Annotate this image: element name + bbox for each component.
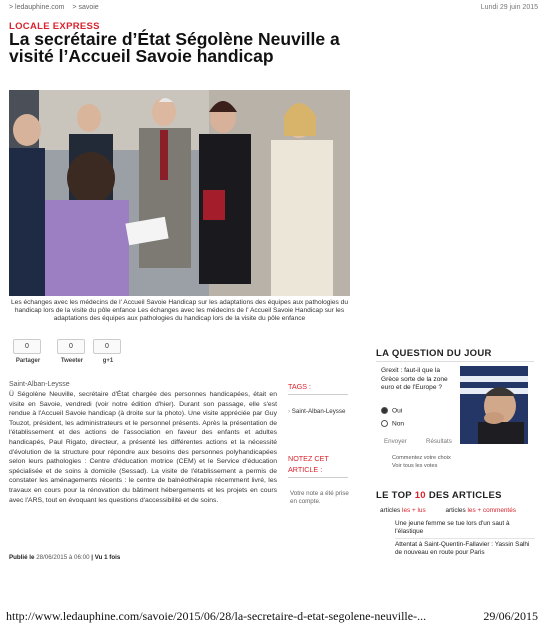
poll-photo-image xyxy=(460,366,528,444)
poll-comment-link[interactable]: Commentez votre choix xyxy=(392,455,451,461)
view-count: | Vu 1 fois xyxy=(91,554,121,561)
top10-heading xyxy=(376,490,536,501)
photo-caption: Les échanges avec les médecins de l' Accueil Savoie Handicap sur les adaptations des équipes aux pathologies du handicap lors de la visite du pôle enfance Les échanges avec les médecins de l' Accueil Savoie Handicap sur les adaptations des équipes aux pathologies du handicap lors de la visite du pôle enfance xyxy=(10,299,349,322)
tab-most-commented[interactable] xyxy=(445,507,516,514)
published-datetime: 28/06/2015 à 06:00 xyxy=(36,554,90,561)
tab-most-read[interactable] xyxy=(380,507,426,514)
share-twitter-count: 0 xyxy=(57,339,85,354)
poll-links xyxy=(392,455,451,470)
top10-divider xyxy=(395,538,535,539)
article-photo[interactable] xyxy=(9,90,350,296)
article-place: Saint-Alban-Leysse xyxy=(9,381,70,388)
radio-oui[interactable] xyxy=(381,407,388,414)
article-photo-image xyxy=(9,90,350,296)
top10-item[interactable]: Une jeune femme se tue lors d'un saut à l'élastique xyxy=(395,520,510,536)
poll-vote-button[interactable]: Envoyer xyxy=(384,438,407,445)
poll-heading: LA QUESTION DU JOUR xyxy=(376,348,534,362)
poll-option-non-label: Non xyxy=(392,420,405,428)
share-facebook[interactable] xyxy=(13,339,43,364)
top10-tabs xyxy=(380,507,516,514)
tag-link[interactable]: › Saint-Alban-Leysse xyxy=(288,408,346,416)
poll-question: Grexit : faut-il que la Grèce sorte de la zone euro et de l'Europe ? xyxy=(381,367,448,392)
tab-most-read-pre: articles xyxy=(380,507,403,514)
tab-most-read-red: les + lus xyxy=(402,507,426,514)
poll-option-non[interactable] xyxy=(381,420,404,427)
article-kicker[interactable]: LOCALE EXPRESS xyxy=(9,21,100,32)
poll-option-oui-label: Oui xyxy=(392,407,403,415)
breadcrumb xyxy=(9,4,105,11)
rate-note: Votre note a été prise en compte. xyxy=(290,490,349,505)
share-twitter[interactable] xyxy=(57,339,87,364)
top10-heading-pre: LE TOP xyxy=(376,490,415,501)
footer-url: http://www.ledauphine.com/savoie/2015/06/28/la-secretaire-d-etat-segolene-neuville-... xyxy=(6,609,427,623)
top10-heading-number: 10 xyxy=(414,490,426,501)
radio-non[interactable] xyxy=(381,420,388,427)
article-body: Ü Ségolène Neuville, secrétaire d'État chargée des personnes handicapées, était en visite en Savoie, vendredi (voir notre édition d'hier). Durant son passage, elle s'est rendue à l'Accueil Savoie handicap (à droite sur la photo). Une visite appréciée par Guy Touzot, président, les administrateurs et le personnel présents. Après la présentation de l'établissement et des actions de l'association en faveur des enfants et adultes handicapés, Paul Rigato, directeur, a présenté les différentes actions et la nécessité d'évolution de la structure pour répondre aux besoins des personnes polyhandicapées selon leurs pathologies : Centre d'éducation motrice (CEM) et le Service d'éducation spécialisée et de soins à domicile (Sessad). La visite de l'établissement a permis de constater les aménagements récents : le centre de balnéothérapie récemment livré, les travaux en cours pour la rénovation du bâtiment hébergements et les projets en cours avec l'ARS, tout en évoquant les questions d'accessibilité et de soins. xyxy=(9,391,277,504)
breadcrumb-home[interactable]: > ledauphine.com xyxy=(9,4,65,11)
poll-results-button[interactable]: Résultats xyxy=(426,438,452,445)
tab-most-commented-pre: articles xyxy=(445,507,468,514)
share-gplus-label[interactable]: g+1 xyxy=(102,358,114,364)
poll-photo xyxy=(460,366,528,444)
published-label: Publié le xyxy=(9,554,35,561)
share-facebook-label[interactable]: Partager xyxy=(15,358,41,364)
share-facebook-count: 0 xyxy=(13,339,41,354)
tags-heading: TAGS : xyxy=(288,381,348,395)
article-title: La secrétaire d’État Ségolène Neuville a visité l’Accueil Savoie handicap xyxy=(9,29,340,66)
share-gplus-count: 0 xyxy=(93,339,121,354)
published-line xyxy=(9,554,120,561)
share-twitter-label[interactable]: Tweeter xyxy=(60,358,84,364)
top10-item[interactable]: Attentat à Saint-Quentin-Fallavier : Yassin Salhi de nouveau en route pour Paris xyxy=(395,541,530,557)
share-gplus[interactable] xyxy=(93,339,123,364)
rate-heading: NOTEZ CET ARTICLE : xyxy=(288,453,348,478)
poll-all-votes-link[interactable]: Voir tous les votes xyxy=(392,462,438,469)
header-date: Lundi 29 juin 2015 xyxy=(480,4,538,11)
breadcrumb-section[interactable]: > savoie xyxy=(72,4,99,11)
tab-most-commented-red: les + commentés xyxy=(467,507,516,514)
footer-date: 29/06/2015 xyxy=(483,609,538,623)
poll-option-oui[interactable] xyxy=(381,407,402,414)
top10-heading-post: DES ARTICLES xyxy=(425,490,502,501)
